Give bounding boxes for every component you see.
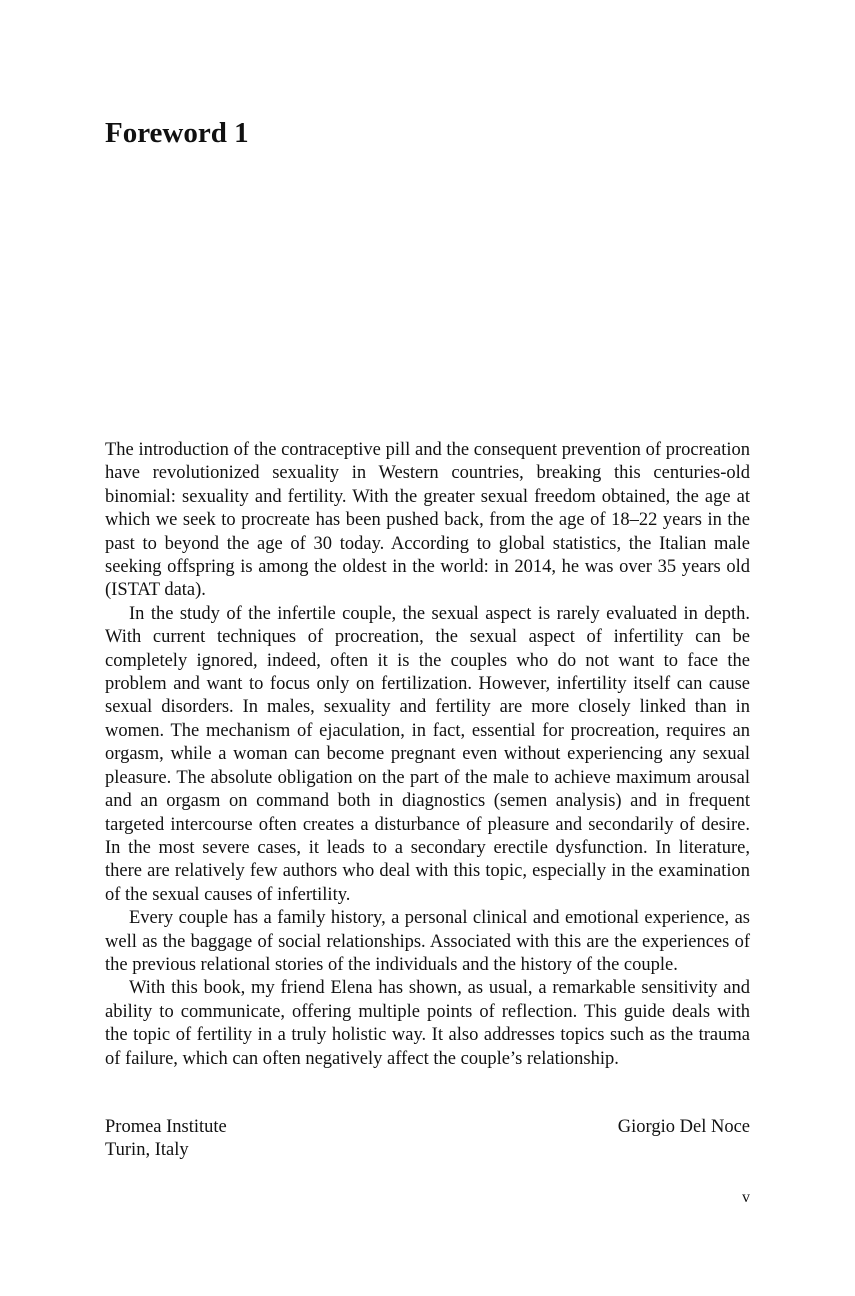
signature-affiliation: Promea Institute [105,1117,227,1137]
page-title: Foreword 1 [105,117,249,149]
signature-author: Giorgio Del Noce [617,1117,750,1137]
page-number: v [742,1189,750,1206]
paragraph-3: Every couple has a family history, a personal clinical and emotional experience, as well as the baggage of social relationships. Associated with this are the experiences of the previous relational stories of the individuals and the history of the couple. [105,908,750,975]
paragraph-4: With this book, my friend Elena has shown, as usual, a remarkable sensitivity and ability to communicate, offering multiple points of reflection. This guide deals with the topic of fertility in a truly holistic way. It also addresses topics such as the trauma of failure, which can often negatively affect the couple’s relationship. [105,978,750,1069]
paragraph-2: In the study of the infertile couple, the sexual aspect is rarely evaluated in depth. With current techniques of procreation, the sexual aspect of infertility can be completely ignored, indeed, often it is the couples who do not want to face the problem and want to focus only on fertilization. However, infertility itself can cause sexual disorders. In males, sexuality and fertility are more closely linked than in women. The mechanism of ejaculation, in fact, essential for procreation, requires an orgasm, while a woman can become pregnant even without experiencing any sexual pleasure. The absolute obligation on the part of the male to achieve maximum arousal and an orgasm on command both in diagnostics (semen analysis) and in frequent targeted intercourse often creates a disturbance of pleasure and secondarily of desire. In the most severe cases, it leads to a secondary erectile dysfunction. In literature, there are relatively few authors who deal with this topic, especially in the examination of the sexual causes of infertility. [105,603,750,905]
signature-location: Turin, Italy [105,1140,189,1161]
signature-affiliation-block [105,1116,227,1163]
paragraph-1: The introduction of the contraceptive pill and the consequent prevention of procreation have revolutionized sexuality in Western countries, breaking this centuries-old binomial: sexuality and fertility. With the greater sexual freedom obtained, the age at which we seek to procreate has been pushed back, from the age of 18–22 years in the past to beyond the age of 30 today. According to global statistics, the Italian male seeking offspring is among the oldest in the world: in 2014, he was over 35 years old (ISTAT data). [105,440,750,601]
foreword-body [105,439,750,1071]
